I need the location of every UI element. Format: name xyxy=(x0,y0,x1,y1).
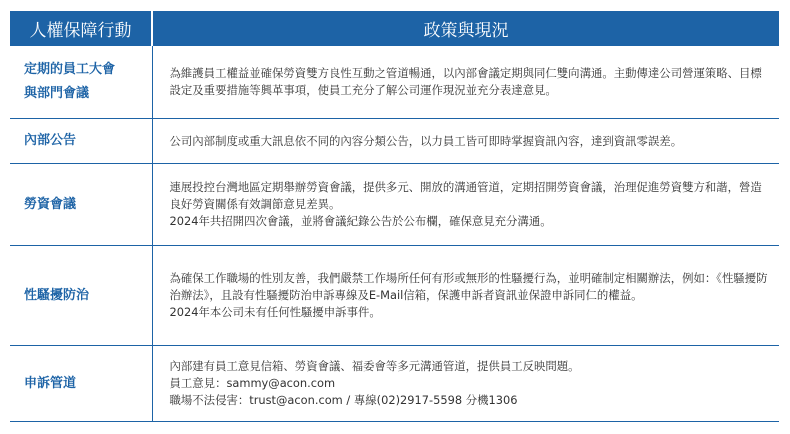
row-label-line: 申訴管道 xyxy=(24,375,77,391)
row-body xyxy=(152,119,779,164)
row-label xyxy=(10,164,152,246)
row-label-line: 內部公告 xyxy=(24,133,77,148)
row-body-line: 公司內部制度或重大訊息依不同的內容分類公告，以力員工皆可即時掌握資訊內容，達到資訊零誤差。 xyxy=(169,133,683,148)
row-body xyxy=(152,164,779,246)
table-row xyxy=(10,164,779,246)
row-body-line: 2024年本公司未有任何性騷擾申訴事件。 xyxy=(169,305,381,319)
row-body-line: 2024年共招開四次會議，並將會議紀錄公告於公布欄，確保意見充分溝通。 xyxy=(169,214,552,228)
row-body-line: 連展投控台灣地區定期舉辦勞資會議，提供多元、開放的溝通管道，定期招開勞資會議，治理促進勞資雙方和諧，營造良好勞資關係有效調節意見差異。 xyxy=(169,180,762,211)
table-header-row xyxy=(10,11,779,46)
row-label xyxy=(10,46,152,119)
row-body-line: 職場不法侵害：trust@acon.com / 專線(02)2917-5598 分機1306 xyxy=(169,393,518,407)
row-body xyxy=(152,46,779,119)
row-label xyxy=(10,246,152,346)
row-body-line: 內部建有員工意見信箱、勞資會議、福委會等多元溝通管道，提供員工反映問題。 xyxy=(169,359,580,373)
row-body-line: 為確保工作職場的性別友善，我們嚴禁工作場所任何有形或無形的性騷擾行為，並明確制定相關辦法，例如：《性騷擾防治辦法》，且設有性騷擾防治申訴專線及E-Mail信箱，保護申訴者資訊並保證申訴同仁的權益。 xyxy=(169,271,768,302)
table-row xyxy=(10,46,779,119)
table-row xyxy=(10,246,779,346)
human-rights-table-container xyxy=(10,11,779,422)
row-label xyxy=(10,346,152,422)
row-label-line: 定期的員工大會 xyxy=(24,62,116,77)
row-label-line: 勞資會議 xyxy=(24,196,77,212)
header-policy: 政策與現況 xyxy=(152,11,779,46)
row-body xyxy=(152,346,779,422)
row-label-line: 與部門會議 xyxy=(24,86,90,101)
row-label-line: 性騷擾防治 xyxy=(24,287,90,303)
row-label xyxy=(10,119,152,164)
human-rights-table xyxy=(10,11,779,422)
header-action: 人權保障行動 xyxy=(10,11,152,46)
table-row xyxy=(10,346,779,422)
row-body-line: 員工意見：sammy@acon.com xyxy=(169,376,336,390)
table-row xyxy=(10,119,779,164)
row-body xyxy=(152,246,779,346)
row-body-line: 為維護員工權益並確保勞資雙方良性互動之管道暢通，以內部會議定期與同仁雙向溝通。主動傳達公司營運策略、目標設定及重要措施等興革事項，使員工充分了解公司運作現況並充分表達意見。 xyxy=(169,66,762,97)
